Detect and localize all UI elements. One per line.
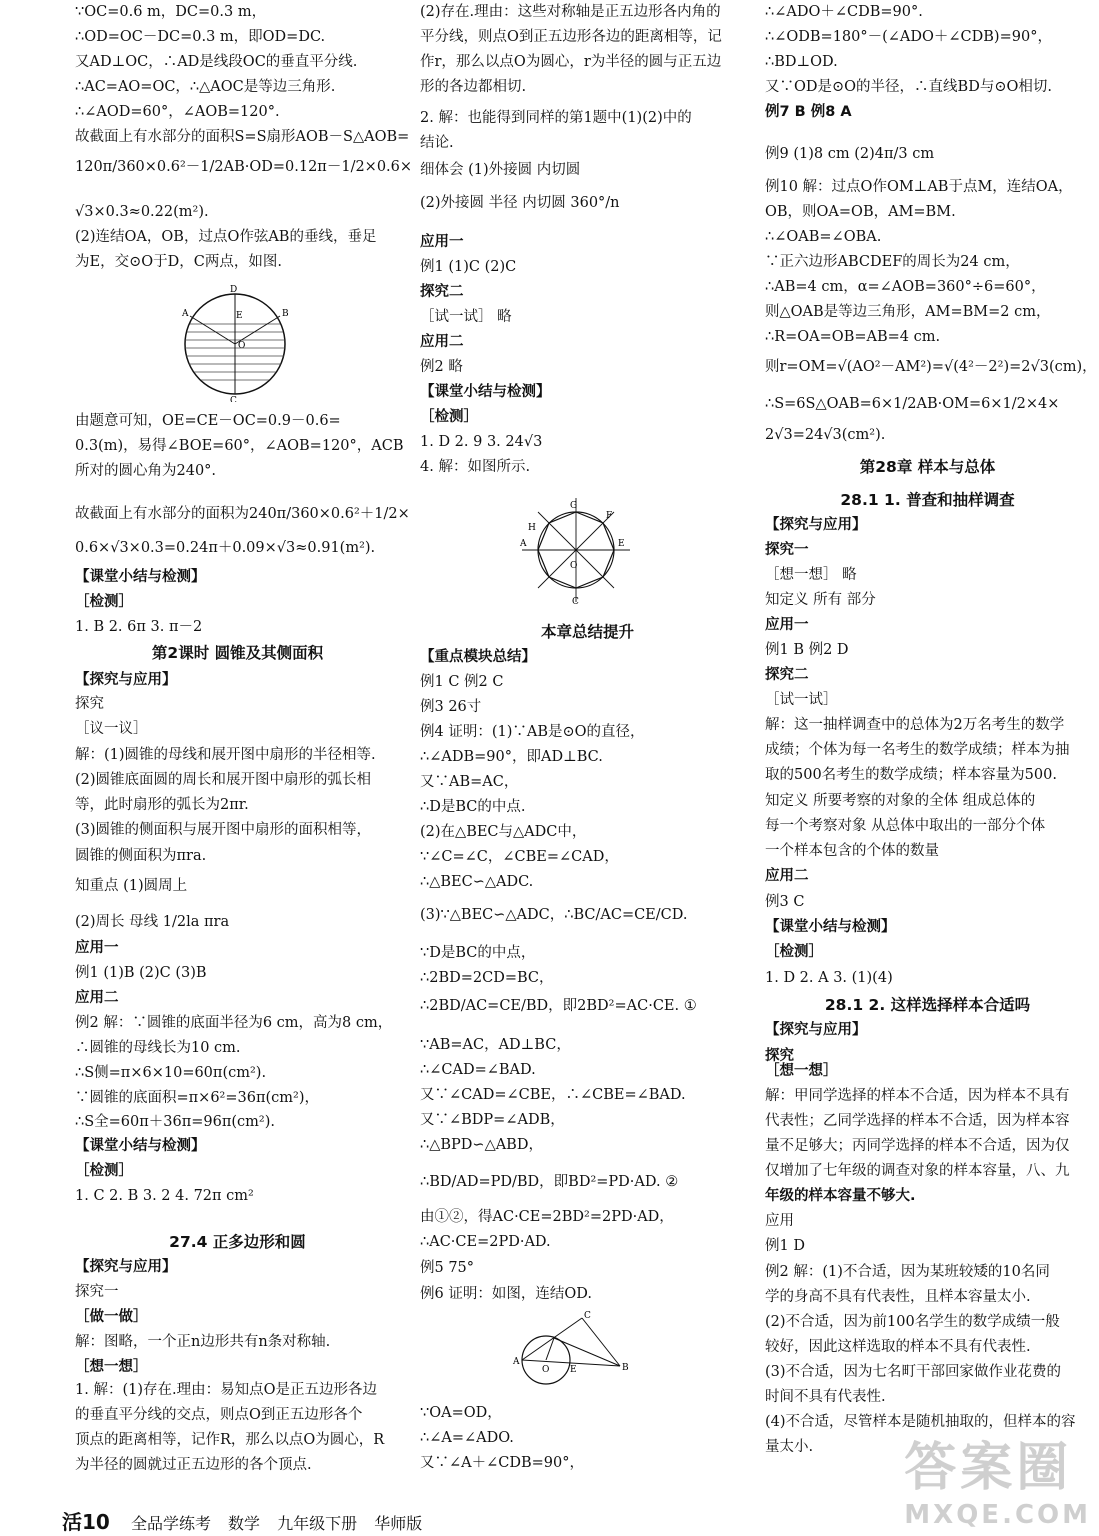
middle-line: 又∵AB=AC，: [420, 774, 519, 790]
right-line: 则△OAB是等边三角形，AM=BM=2 cm，: [765, 304, 1051, 320]
left-line: 例2 解：∵圆锥的底面半径为6 cm，高为8 cm，: [75, 1015, 393, 1031]
left-line: 为半径的圆就过正五边形的各个顶点.: [75, 1457, 312, 1473]
middle-line: 1. D 2. 9 3. 24√3: [420, 434, 543, 450]
middle-line: ∴∠CAD=∠BAD.: [420, 1062, 536, 1078]
right-line: 一个样本包含的个体的数量: [765, 843, 939, 859]
svg-text:F: F: [606, 511, 613, 521]
right-line: 28.1 2. 这样选择样本合适吗: [824, 996, 1031, 1014]
grade-name: 九年级下册: [277, 1514, 358, 1533]
middle-line: ∵OA=OD，: [420, 1405, 502, 1421]
right-line: 2√3=24√3(cm²).: [765, 427, 886, 443]
svg-text:H: H: [528, 523, 536, 533]
left-line: 故截面上有水部分的面积S=S扇形AOB－S△AOB=: [75, 129, 410, 145]
svg-text:D: D: [230, 285, 238, 295]
left-line: 的垂直平分线的交点，则点O到正五边形各个: [75, 1407, 363, 1423]
left-line: ［检测］: [75, 594, 133, 610]
svg-text:O: O: [238, 341, 246, 351]
right-line: 学的身高不具有代表性，且样本容量太小.: [765, 1289, 1031, 1305]
left-line: ∴S全=60π＋36π=96π(cm²).: [75, 1114, 276, 1130]
right-line: 例10 解：过点O作OM⊥AB于点M，连结OA，: [765, 179, 1073, 195]
middle-line: ∴2BD=2CD=BC，: [420, 970, 554, 986]
left-line: ∴∠AOD=60°，∠AOB=120°.: [75, 104, 280, 120]
left-line: 等，此时扇形的弧长为2πr.: [75, 797, 249, 813]
left-line: 1. 解：(1)存在.理由：易知点O是正五边形各边: [75, 1382, 377, 1398]
left-line: 例1 (1)B (2)C (3)B: [75, 965, 207, 981]
left-line: 【探究与应用】: [75, 672, 177, 688]
middle-line: ∵AB=AC，AD⊥BC，: [420, 1037, 571, 1053]
left-line: 又AD⊥OC，∴AD是线段OC的垂直平分线.: [75, 54, 358, 70]
right-line: ∴∠ADO＋∠CDB=90°.: [765, 4, 923, 20]
middle-line: ［试一试］ 略: [420, 309, 512, 325]
tangent-line-figure: [510, 1310, 630, 1390]
right-line: 第28章 样本与总体: [859, 458, 996, 476]
right-line: 仅增加了七年级的调查对象的样本容量，八、九: [765, 1163, 1070, 1179]
left-line: ∵OC=0.6 m，DC=0.3 m，: [75, 4, 267, 20]
right-line: ∴R=OA=OB=AB=4 cm.: [765, 329, 941, 345]
subject-name: 数学: [228, 1514, 261, 1533]
right-line: 例1 D: [765, 1238, 805, 1254]
right-line: ∵正六边形ABCDEF的周长为24 cm，: [765, 254, 1020, 270]
right-line: 【探究与应用】: [765, 1022, 867, 1038]
right-line: 应用: [765, 1213, 794, 1229]
middle-line: 例2 略: [420, 359, 463, 375]
svg-text:E: E: [570, 1365, 577, 1375]
middle-line: ∴BD/AD=PD/BD，即BD²=PD·AD. ②: [420, 1174, 679, 1190]
left-line: 120π/360×0.6²－1/2AB·OD=0.12π－1/2×0.6×: [75, 159, 413, 175]
left-line: 由题意可知，OE=CE－OC=0.9－0.6=: [75, 413, 341, 429]
right-line: 取的500名考生的数学成绩；样本容量为500.: [765, 767, 1057, 783]
middle-line: (3)∵△BEC∽△ADC，∴BC/AC=CE/CD.: [420, 907, 688, 923]
middle-line: 探究二: [420, 284, 464, 300]
left-line: 圆锥的侧面积为πra.: [75, 848, 207, 864]
right-line: 应用一: [765, 617, 809, 633]
middle-line: 形的各边都相切.: [420, 79, 527, 95]
middle-line: ∴AC·CE=2PD·AD.: [420, 1234, 551, 1250]
middle-line: 例3 26寸: [420, 699, 482, 715]
right-line: ∴BD⊥OD.: [765, 54, 838, 70]
svg-text:A: A: [513, 1357, 520, 1367]
middle-line: ［检测］: [420, 409, 478, 425]
middle-line: 4. 解：如图所示.: [420, 459, 531, 475]
right-line: 代表性；乙同学选择的样本不合适，因为样本容: [765, 1113, 1070, 1129]
watermark-title: 答案圈: [904, 1438, 1073, 1498]
right-line: ［想一想］: [765, 1063, 838, 1079]
right-line: 又∵OD是⊙O的半径，∴直线BD与⊙O相切.: [765, 79, 1052, 95]
right-line: 探究一: [765, 542, 809, 558]
left-line: 知重点 (1)圆周上: [75, 878, 188, 894]
left-line: 探究: [75, 696, 104, 712]
right-line: (3)不合适，因为七名町干部回家做作业花费的: [765, 1364, 1062, 1380]
left-line: 探究一: [75, 1284, 119, 1300]
left-line: 解：图略，一个正n边形共有n条对称轴.: [75, 1334, 331, 1350]
right-line: 每一个考察对象 从总体中取出的一部分个体: [765, 818, 1046, 834]
middle-line: 例5 75°: [420, 1260, 475, 1276]
middle-line: 【课堂小结与检测】: [420, 384, 551, 400]
middle-line: ∴∠A=∠ADO.: [420, 1430, 514, 1446]
svg-text:B: B: [622, 1363, 629, 1373]
left-line: 【课堂小结与检测】: [75, 569, 206, 585]
right-line: ∴AB=4 cm，α=∠AOB=360°÷6=60°，: [765, 279, 1046, 295]
right-line: (4)不合适，尽管样本是随机抽取的，但样本的容: [765, 1414, 1076, 1430]
right-line: 年级的样本容量不够大.: [765, 1188, 916, 1204]
middle-line: ∵∠C=∠C，∠CBE=∠CAD，: [420, 849, 619, 865]
page-number: 活10: [62, 1510, 110, 1534]
right-line: 量太小.: [765, 1439, 814, 1455]
middle-line: 作r，那么以点O为圆心，r为半径的圆与正五边: [420, 54, 722, 70]
right-line: 例1 B 例2 D: [765, 642, 849, 658]
right-line: 例2 解：(1)不合适，因为某班较矮的10名同: [765, 1264, 1050, 1280]
middle-line: 又∵∠BDP=∠ADB，: [420, 1112, 565, 1128]
right-line: ［试一试］: [765, 692, 838, 708]
series-name: 全品学练考: [130, 1514, 211, 1533]
left-line: (2)周长 母线 1/2la πra: [75, 914, 230, 930]
octagon-construction-figure: [516, 488, 636, 606]
middle-line: ∵D是BC的中点，: [420, 945, 536, 961]
left-line: 所对的圆心角为240°.: [75, 463, 217, 479]
middle-line: (2)存在.理由：这些对称轴是正五边形各内角的: [420, 4, 721, 20]
svg-text:C: C: [230, 396, 237, 402]
left-line: 顶点的距离相等，记作R，那么以点O为圆心，R: [75, 1432, 385, 1448]
middle-line: ∴△BEC∽△ADC.: [420, 874, 534, 890]
middle-line: 本章总结提升: [540, 623, 634, 641]
left-line: 【课堂小结与检测】: [75, 1138, 206, 1154]
svg-text:A: A: [182, 309, 189, 319]
left-line: ∵圆锥的底面积=π×6²=36π(cm²)，: [75, 1090, 319, 1106]
right-line: 例7 B 例8 A: [765, 104, 852, 120]
svg-text:C: C: [584, 1311, 591, 1321]
middle-line: 应用一: [420, 234, 464, 250]
svg-text:B: B: [282, 309, 289, 319]
right-line: ［想一想］ 略: [765, 567, 857, 583]
middle-line: 例4 证明：(1)∵AB是⊙O的直径，: [420, 724, 645, 740]
right-line: (2)不合适，因为前100名学生的数学成绩一般: [765, 1314, 1060, 1330]
right-line: 【探究与应用】: [765, 517, 867, 533]
middle-line: 【重点模块总结】: [420, 649, 536, 665]
svg-text:E: E: [236, 311, 243, 321]
left-line: 0.6×√3×0.3=0.24π＋0.09×√3≈0.91(m²).: [75, 540, 376, 556]
right-line: ∴∠ODB=180°－(∠ADO＋∠CDB)=90°，: [765, 29, 1052, 45]
right-line: ∴∠OAB=∠OBA.: [765, 229, 882, 245]
right-line: 解：这一抽样调查中的总体为2万名考生的数学: [765, 717, 1065, 733]
middle-line: (2)外接圆 半径 内切圆 360°/n: [420, 195, 620, 211]
right-line: 成绩；个体为每一名考生的数学成绩；样本为抽: [765, 742, 1070, 758]
left-line: 【探究与应用】: [75, 1259, 177, 1275]
middle-line: 又∵∠A＋∠CDB=90°，: [420, 1455, 584, 1471]
left-line: (2)圆锥底面圆的周长和展开图中扇形的弧长相: [75, 772, 372, 788]
right-line: 知定义 所有 部分: [765, 592, 876, 608]
right-line: ［检测］: [765, 944, 823, 960]
middle-line: 例1 (1)C (2)C: [420, 259, 517, 275]
left-line: 为E，交⊙O于D，C两点，如图.: [75, 254, 282, 270]
middle-line: 平分线，则点O到正五边形各边的距离相等，记: [420, 29, 722, 45]
middle-line: 例6 证明：如图，连结OD.: [420, 1286, 592, 1302]
right-line: 量不足够大；丙同学选择的样本不合适，因为仅: [765, 1138, 1070, 1154]
right-line: 较好，因此这样选取的样本不具有代表性.: [765, 1339, 1031, 1355]
svg-text:G: G: [570, 501, 578, 511]
left-line: 1. B 2. 6π 3. π－2: [75, 619, 203, 635]
left-line: ∴AC=AO=OC，∴△AOC是等边三角形.: [75, 79, 336, 95]
watermark: [904, 1425, 1091, 1530]
middle-line: ∴∠ADB=90°，即AD⊥BC.: [420, 749, 603, 765]
right-line: 例3 C: [765, 894, 805, 910]
left-line: 1. C 2. B 3. 2 4. 72π cm²: [75, 1188, 254, 1204]
water-pipe-circle-figure: [180, 282, 290, 402]
right-line: 时间不具有代表性.: [765, 1389, 886, 1405]
right-line: 28.1 1. 普查和抽样调查: [840, 491, 1015, 509]
right-line: ∴S=6S△OAB=6×1/2AB·OM=6×1/2×4×: [765, 396, 1060, 412]
left-line: ∴OD=OC－DC=0.3 m，即OD=DC.: [75, 29, 326, 45]
left-line: ［想一想］: [75, 1359, 148, 1375]
right-line: 则r=OM=√(AO²－AM²)=√(4²－2²)=2√3(cm)，: [765, 359, 1097, 375]
watermark-url: MXQE.COM: [904, 1500, 1091, 1530]
middle-line: 又∵∠CAD=∠CBE，∴∠CBE=∠BAD.: [420, 1087, 686, 1103]
middle-line: 结论.: [420, 135, 454, 151]
edition-name: 华师版: [374, 1514, 423, 1533]
left-line: (2)连结OA，OB，过点O作弦AB的垂线，垂足: [75, 229, 377, 245]
left-line: ∴圆锥的母线长为10 cm.: [75, 1040, 241, 1056]
right-line: 例9 (1)8 cm (2)4π/3 cm: [765, 146, 935, 162]
right-line: 探究: [765, 1048, 794, 1064]
right-line: 应用二: [765, 868, 809, 884]
svg-text:O: O: [570, 561, 578, 571]
svg-text:C: C: [572, 597, 579, 606]
right-line: 知定义 所要考察的对象的全体 组成总体的: [765, 793, 1036, 809]
right-line: 探究二: [765, 667, 809, 683]
right-line: 1. D 2. A 3. (1)(4): [765, 970, 893, 986]
svg-text:O: O: [542, 1365, 550, 1375]
middle-line: 2. 解：也能得到同样的第1题中(1)(2)中的: [420, 110, 692, 126]
page-footer: [62, 1506, 434, 1535]
middle-line: 例1 C 例2 C: [420, 674, 504, 690]
left-line: 解：(1)圆锥的母线和展开图中扇形的半径相等.: [75, 747, 376, 763]
middle-line: 细体会 (1)外接圆 内切圆: [420, 162, 581, 178]
left-line: √3×0.3≈0.22(m²).: [75, 204, 209, 220]
left-line: ［做一做］: [75, 1309, 148, 1325]
middle-line: 由①②，得AC·CE=2BD²=2PD·AD，: [420, 1209, 674, 1225]
left-line: 应用一: [75, 940, 119, 956]
left-line: ［检测］: [75, 1163, 133, 1179]
left-line: 故截面上有水部分的面积为240π/360×0.6²＋1/2×: [75, 506, 410, 522]
middle-line: ∴2BD/AC=CE/BD，即2BD²=AC·CE. ①: [420, 998, 697, 1014]
left-line: 应用二: [75, 990, 119, 1006]
left-line: 0.3(m)，易得∠BOE=60°，∠AOB=120°，ACB: [75, 438, 404, 454]
svg-text:A: A: [520, 539, 527, 549]
middle-line: 应用二: [420, 334, 464, 350]
left-line: (3)圆锥的侧面积与展开图中扇形的面积相等，: [75, 822, 372, 838]
left-line: 27.4 正多边形和圆: [169, 1233, 306, 1251]
left-line: ∴S侧=π×6×10=60π(cm²).: [75, 1065, 267, 1081]
left-line: ［议一议］: [75, 721, 148, 737]
middle-line: ∴△BPD∽△ABD，: [420, 1137, 543, 1153]
middle-line: ∴D是BC的中点.: [420, 799, 526, 815]
svg-text:E: E: [618, 539, 625, 549]
right-line: 解：甲同学选择的样本不合适，因为样本不具有: [765, 1088, 1070, 1104]
left-line: 第2课时 圆锥及其侧面积: [151, 644, 324, 662]
right-line: OB，则OA=OB，AM=BM.: [765, 204, 956, 220]
right-line: 【课堂小结与检测】: [765, 919, 896, 935]
middle-line: (2)在△BEC与△ADC中，: [420, 824, 587, 840]
